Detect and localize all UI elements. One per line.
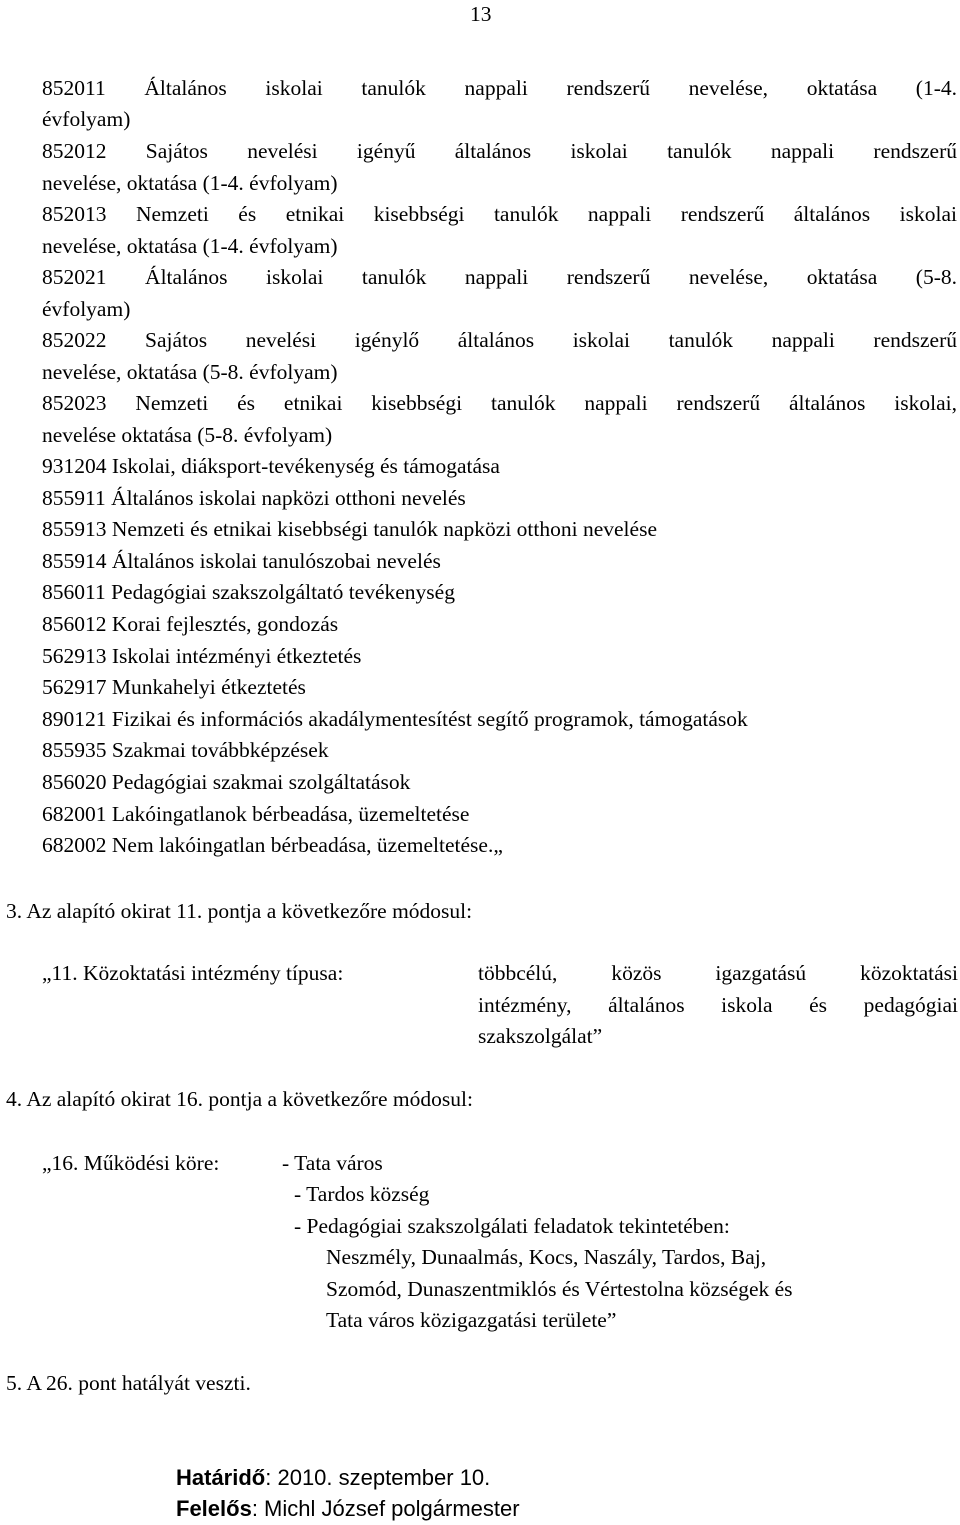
section-3-value-line: intézmény, általános iskola és pedagógiai: [478, 993, 958, 1017]
section-4-heading: 4. Az alapító okirat 16. pontja a következőre módosul:: [6, 1087, 473, 1111]
scope-sub-line: Tata város közigazgatási területe”: [326, 1308, 617, 1332]
activity-line: nevelése oktatása (5-8. évfolyam): [42, 423, 333, 447]
activity-line: nevelése, oktatása (1-4. évfolyam): [42, 171, 338, 195]
section-3-label: „11. Közoktatási intézmény típusa:: [42, 961, 344, 985]
list-item: 855935 Szakmai továbbképzések: [42, 738, 329, 763]
section-3-value-line: többcélú, közös igazgatású közoktatási: [478, 961, 958, 985]
activity-line: 852013 Nemzeti és etnikai kisebbségi tanulók nappali rendszerű általános iskolai: [42, 202, 957, 226]
section-3-heading: 3. Az alapító okirat 11. pontja a következőre módosul:: [6, 899, 473, 923]
list-item: 890121 Fizikai és információs akadálymentesítést segítő programok, támogatások: [42, 706, 748, 731]
activity-line: 852011 Általános iskolai tanulók nappali rendszerű nevelése, oktatása (1-4.: [42, 76, 957, 100]
list-item: 562917 Munkahelyi étkeztetés: [42, 675, 306, 700]
activity-list: [42, 451, 748, 862]
deadline-label: Határidő: [176, 1465, 266, 1490]
section-5-text: 5. A 26. pont hatályát veszti.: [6, 1371, 251, 1395]
scope-line: - Tata város: [282, 1151, 383, 1175]
activity-line: 852012 Sajátos nevelési igényű általános iskolai tanulók nappali rendszerű: [42, 139, 957, 163]
deadline-value: : 2010. szeptember 10.: [265, 1465, 491, 1490]
activity-line: évfolyam): [42, 107, 131, 131]
list-item: 682002 Nem lakóingatlan bérbeadása, üzemeltetése.„: [42, 833, 503, 858]
activity-line: 852022 Sajátos nevelési igénylő általános iskolai tanulók nappali rendszerű: [42, 328, 957, 352]
list-item: 855914 Általános iskolai tanulószobai nevelés: [42, 548, 441, 573]
list-item: 856012 Korai fejlesztés, gondozás: [42, 611, 339, 636]
scope-line: - Tardos község: [294, 1182, 430, 1206]
activity-line: nevelése, oktatása (1-4. évfolyam): [42, 234, 338, 258]
list-item: 562913 Iskolai intézményi étkeztetés: [42, 643, 362, 668]
activity-line: 852021 Általános iskolai tanulók nappali rendszerű nevelése, oktatása (5-8.: [42, 265, 957, 289]
responsible-line: [176, 1493, 520, 1525]
list-item: 855913 Nemzeti és etnikai kisebbségi tanulók napközi otthoni nevelése: [42, 517, 657, 542]
activity-line: évfolyam): [42, 297, 131, 321]
list-item: 855911 Általános iskolai napközi otthoni nevelés: [42, 485, 466, 510]
deadline-line: [176, 1462, 490, 1494]
scope-sub-line: Neszmély, Dunaalmás, Kocs, Naszály, Tardos, Baj,: [326, 1245, 767, 1269]
activity-line: 852023 Nemzeti és etnikai kisebbségi tanulók nappali rendszerű általános iskolai,: [42, 391, 957, 415]
list-item: 856011 Pedagógiai szakszolgáltató tevékenység: [42, 580, 455, 605]
list-item: 856020 Pedagógiai szakmai szolgáltatások: [42, 769, 411, 794]
list-item: 682001 Lakóingatlanok bérbeadása, üzemeltetése: [42, 801, 470, 826]
scope-sub-line: Szomód, Dunaszentmiklós és Vértestolna községek és: [326, 1277, 793, 1301]
section-3-value-line: szakszolgálat”: [478, 1024, 603, 1048]
page-number: 13: [470, 2, 492, 26]
responsible-label: Felelős: [176, 1496, 252, 1521]
scope-line: - Pedagógiai szakszolgálati feladatok tekintetében:: [294, 1214, 730, 1238]
section-4-label: „16. Működési köre:: [42, 1151, 220, 1175]
responsible-value: : Michl József polgármester: [251, 1496, 520, 1521]
list-item: 931204 Iskolai, diáksport-tevékenység és támogatása: [42, 454, 500, 478]
activity-line: nevelése, oktatása (5-8. évfolyam): [42, 360, 338, 384]
